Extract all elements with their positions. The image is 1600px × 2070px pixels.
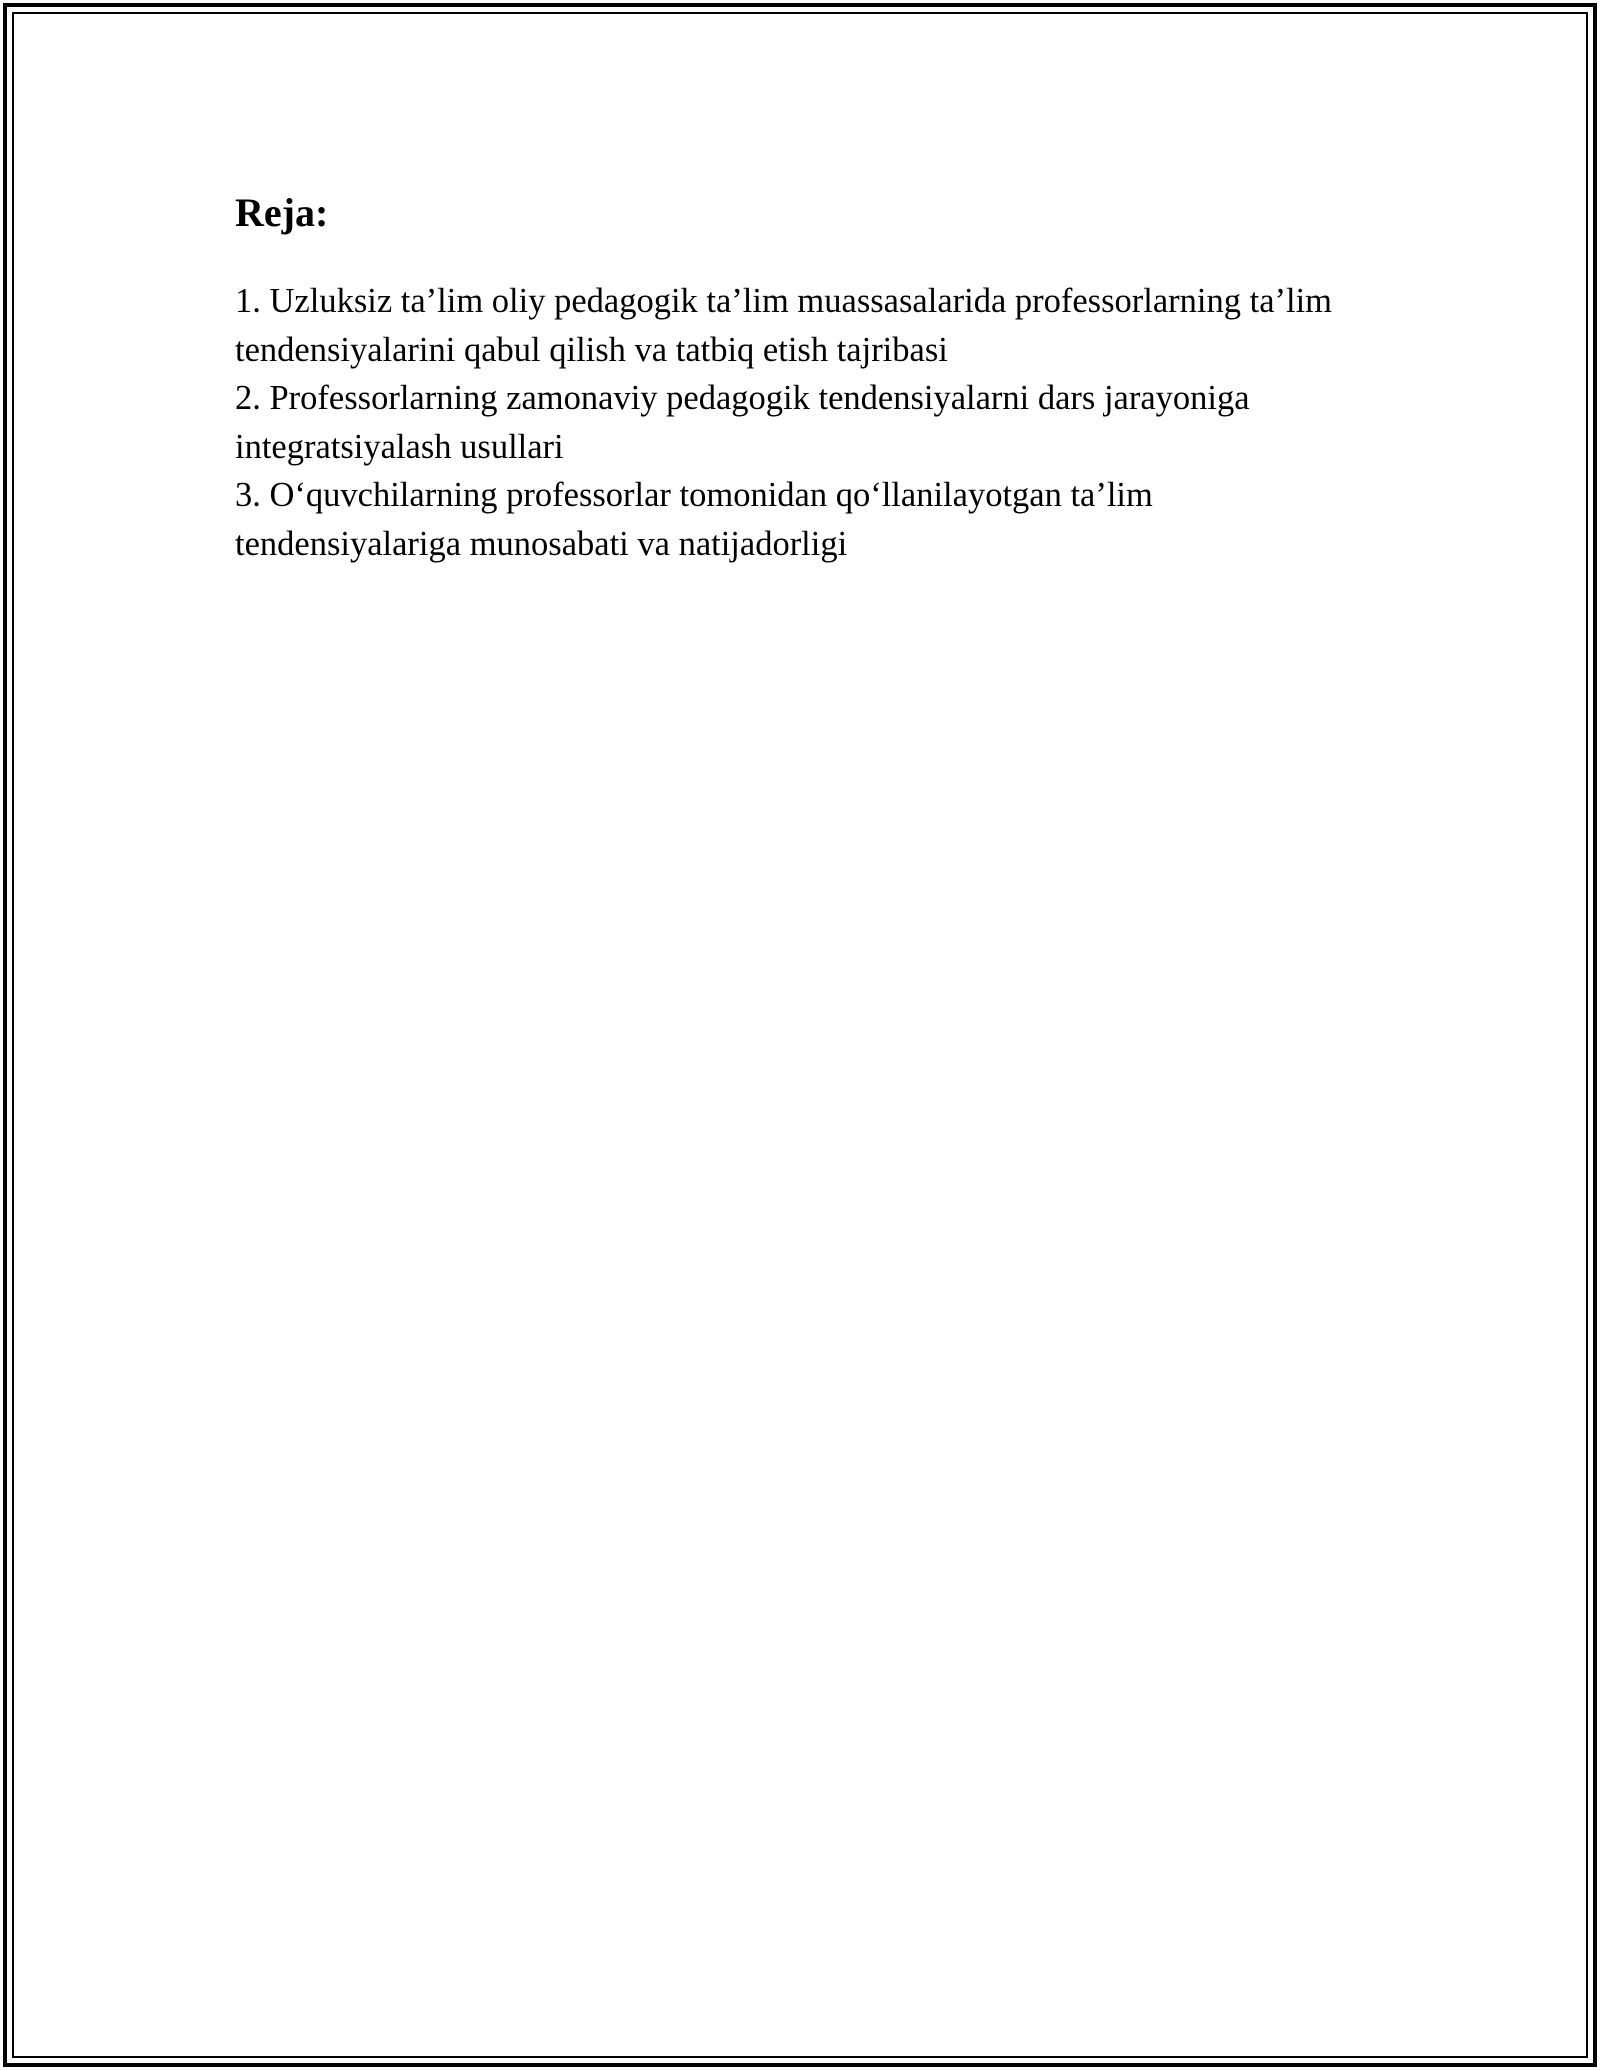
plan-item-2: 2. Professorlarning zamonaviy pedagogik tendensiyalarni dars jarayoniga integratsiyalash usullari [235, 379, 1250, 466]
document-body [235, 185, 1365, 568]
plan-item-1: 1. Uzluksiz ta’lim oliy pedagogik ta’lim muassasalarida professorlarning ta’lim tendensiyalarini qabul qilish va tatbiq etish tajribasi [235, 282, 1333, 369]
page-title: Reja: [235, 190, 329, 235]
plan-item-3: 3. O‘quvchilarning professorlar tomonidan qo‘llanilayotgan ta’lim tendensiyalariga munosabati va natijadorligi [235, 476, 1153, 563]
plan-list [235, 277, 1365, 568]
